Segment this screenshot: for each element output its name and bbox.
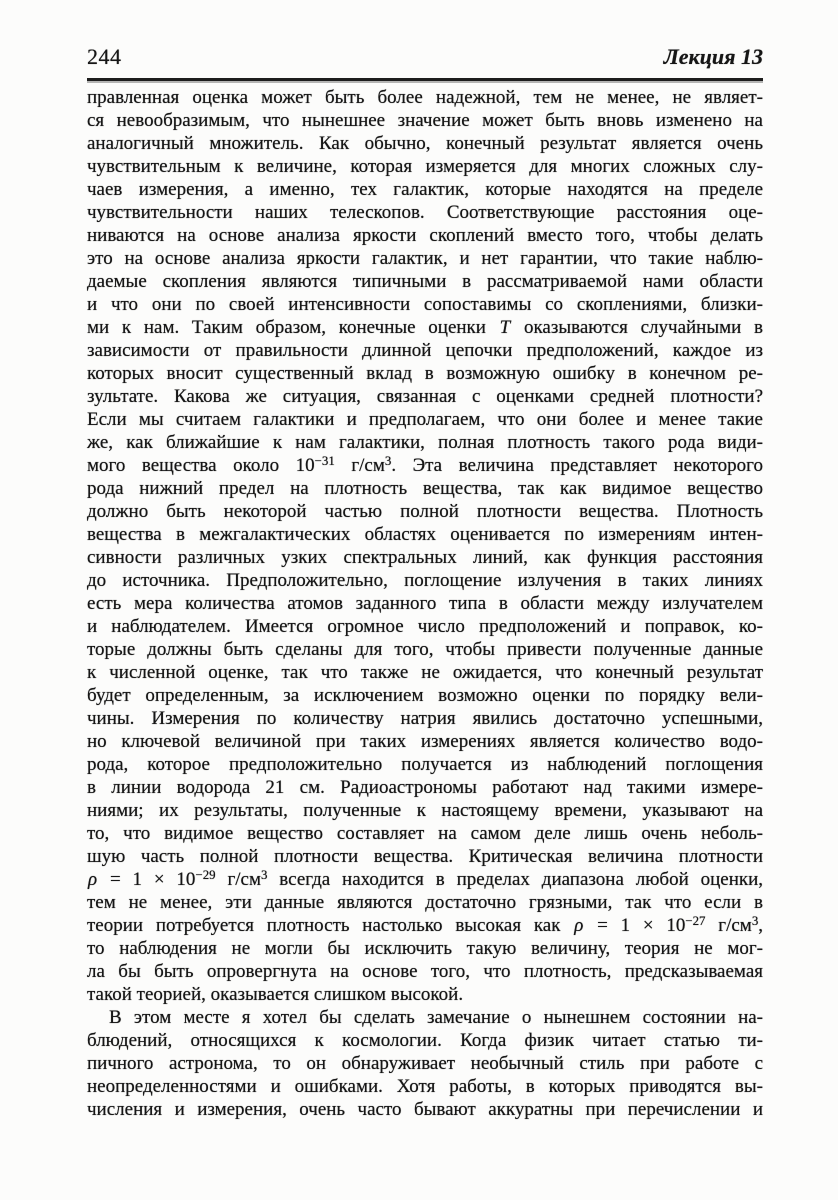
- text-line: но ключевой величиной при таких измерениях является количество водо-: [87, 731, 763, 752]
- text-line: Если мы считаем галактики и предполагаем, что они более и менее такие: [87, 409, 763, 430]
- text-line: должно быть некоторой частью полной плотности вещества. Плотность: [87, 501, 763, 522]
- header-rule: [87, 78, 763, 81]
- text-line: чины. Измерения по количеству натрия явились достаточно успешными,: [87, 708, 763, 729]
- text-line: которых вносит существенный вклад в возможную ошибку в конечном ре-: [87, 363, 763, 384]
- text-line: В этом месте я хотел бы сделать замечание о нынешнем состоянии на-: [109, 1007, 763, 1028]
- text-line: сивности различных узких спектральных линий, как функция расстояния: [87, 547, 763, 568]
- text-line: правленная оценка может быть более надежной, тем не менее, не являет-: [87, 87, 763, 108]
- text-line: чаев измерения, а именно, тех галактик, которые находятся на пределе: [87, 179, 763, 200]
- text-line: рода, которое предположительно получается из наблюдений поглощения: [87, 754, 763, 775]
- text-line: торые должны быть сделаны для того, чтобы привести полученные данные: [87, 639, 763, 660]
- text-line: блюдений, относящихся к космологии. Когда физик читает статью ти-: [87, 1030, 763, 1051]
- text-line: $\rho = 1 \times 10^{-29}$ $г/см^3$ всегда находится в пределах диапазона любой оценки,: [88, 866, 764, 890]
- text-line: теории потребуется плотность настолько высокая как $\rho = 1 \times 10^{-27}$ $г/см^3$,: [87, 912, 764, 936]
- paragraph: [87, 1006, 763, 1121]
- text-line: чувствительным к величине, которая измеряется для многих сложных слу-: [87, 156, 763, 177]
- text-line: ниями; их результаты, полученные к настоящему времени, указывают на: [87, 800, 763, 821]
- text-line: мого вещества около $10^{-31}$ $г/см^3$. Эта величина представляет некоторого: [87, 452, 763, 476]
- text-line: зультате. Какова же ситуация, связанная с оценками средней плотности?: [87, 386, 763, 407]
- text-line: то, что видимое вещество составляет на самом деле лишь очень неболь-: [87, 823, 763, 844]
- page-header: [87, 44, 763, 70]
- text-line: пичного астронома, то он обнаруживает необычный стиль при работе с: [87, 1053, 763, 1074]
- text-line: ми к нам. Таким образом, конечные оценки T оказываются случайными в: [87, 317, 763, 338]
- text-line: шую часть полной плотности вещества. Критическая величина плотности: [87, 846, 763, 867]
- text-line: неопределенностями и ошибками. Хотя работы, в которых приводятся вы-: [87, 1076, 763, 1097]
- text-line: же, как ближайшие к нам галактики, полная плотность такого рода види-: [87, 432, 763, 453]
- text-line: к численной оценке, так что также не ожидается, что конечный результат: [87, 662, 763, 683]
- text-line: рода нижний предел на плотность вещества, так как видимое вещество: [87, 478, 763, 499]
- text-line: в линии водорода 21 см. Радиоастрономы работают над такими измере-: [87, 777, 763, 798]
- text-line: аналогичный множитель. Как обычно, конечный результат является очень: [87, 133, 763, 154]
- text-line: числения и измерения, очень часто бывают аккуратны при перечислении и: [87, 1099, 763, 1120]
- text-line: чувствительности наших телескопов. Соответствующие расстояния оце-: [87, 202, 763, 223]
- text-line: до источника. Предположительно, поглощение излучения в таких линиях: [87, 570, 763, 591]
- text-line: ниваются на основе анализа яркости скоплений вместо того, чтобы делать: [87, 225, 763, 246]
- text-line: вещества в межгалактических областях оценивается по измерениям интен-: [87, 524, 763, 545]
- text-line: будет определенным, за исключением возможно оценки по порядку вели-: [87, 685, 763, 706]
- paragraph: [87, 86, 763, 1006]
- running-title: Лекция 13: [663, 44, 763, 69]
- text-line: такой теорией, оказывается слишком высокой.: [87, 984, 464, 1005]
- body-text: [87, 86, 763, 1121]
- text-line: и что они по своей интенсивности сопоставимы со скоплениями, близки-: [87, 294, 763, 315]
- text-line: тем не менее, эти данные являются достаточно грязными, так что если в: [87, 892, 763, 913]
- text-line: ла бы быть опровергнута на основе того, что плотность, предсказываемая: [87, 961, 763, 982]
- text-line: и наблюдателем. Имеется огромное число предположений и поправок, ко-: [87, 616, 763, 637]
- text-line: есть мера количества атомов заданного типа в области между излучателем: [87, 593, 763, 614]
- text-line: зависимости от правильности длинной цепочки предположений, каждое из: [87, 340, 763, 361]
- page-number: 244: [87, 44, 122, 69]
- text-line: то наблюдения не могли бы исключить такую величину, теория не мог-: [87, 938, 763, 959]
- text-line: это на основе анализа яркости галактик, и нет гарантии, что такие наблю-: [87, 248, 763, 269]
- text-line: даемые скопления являются типичными в рассматриваемой нами области: [87, 271, 763, 292]
- text-line: ся невообразимым, что нынешнее значение может быть вновь изменено на: [87, 110, 763, 131]
